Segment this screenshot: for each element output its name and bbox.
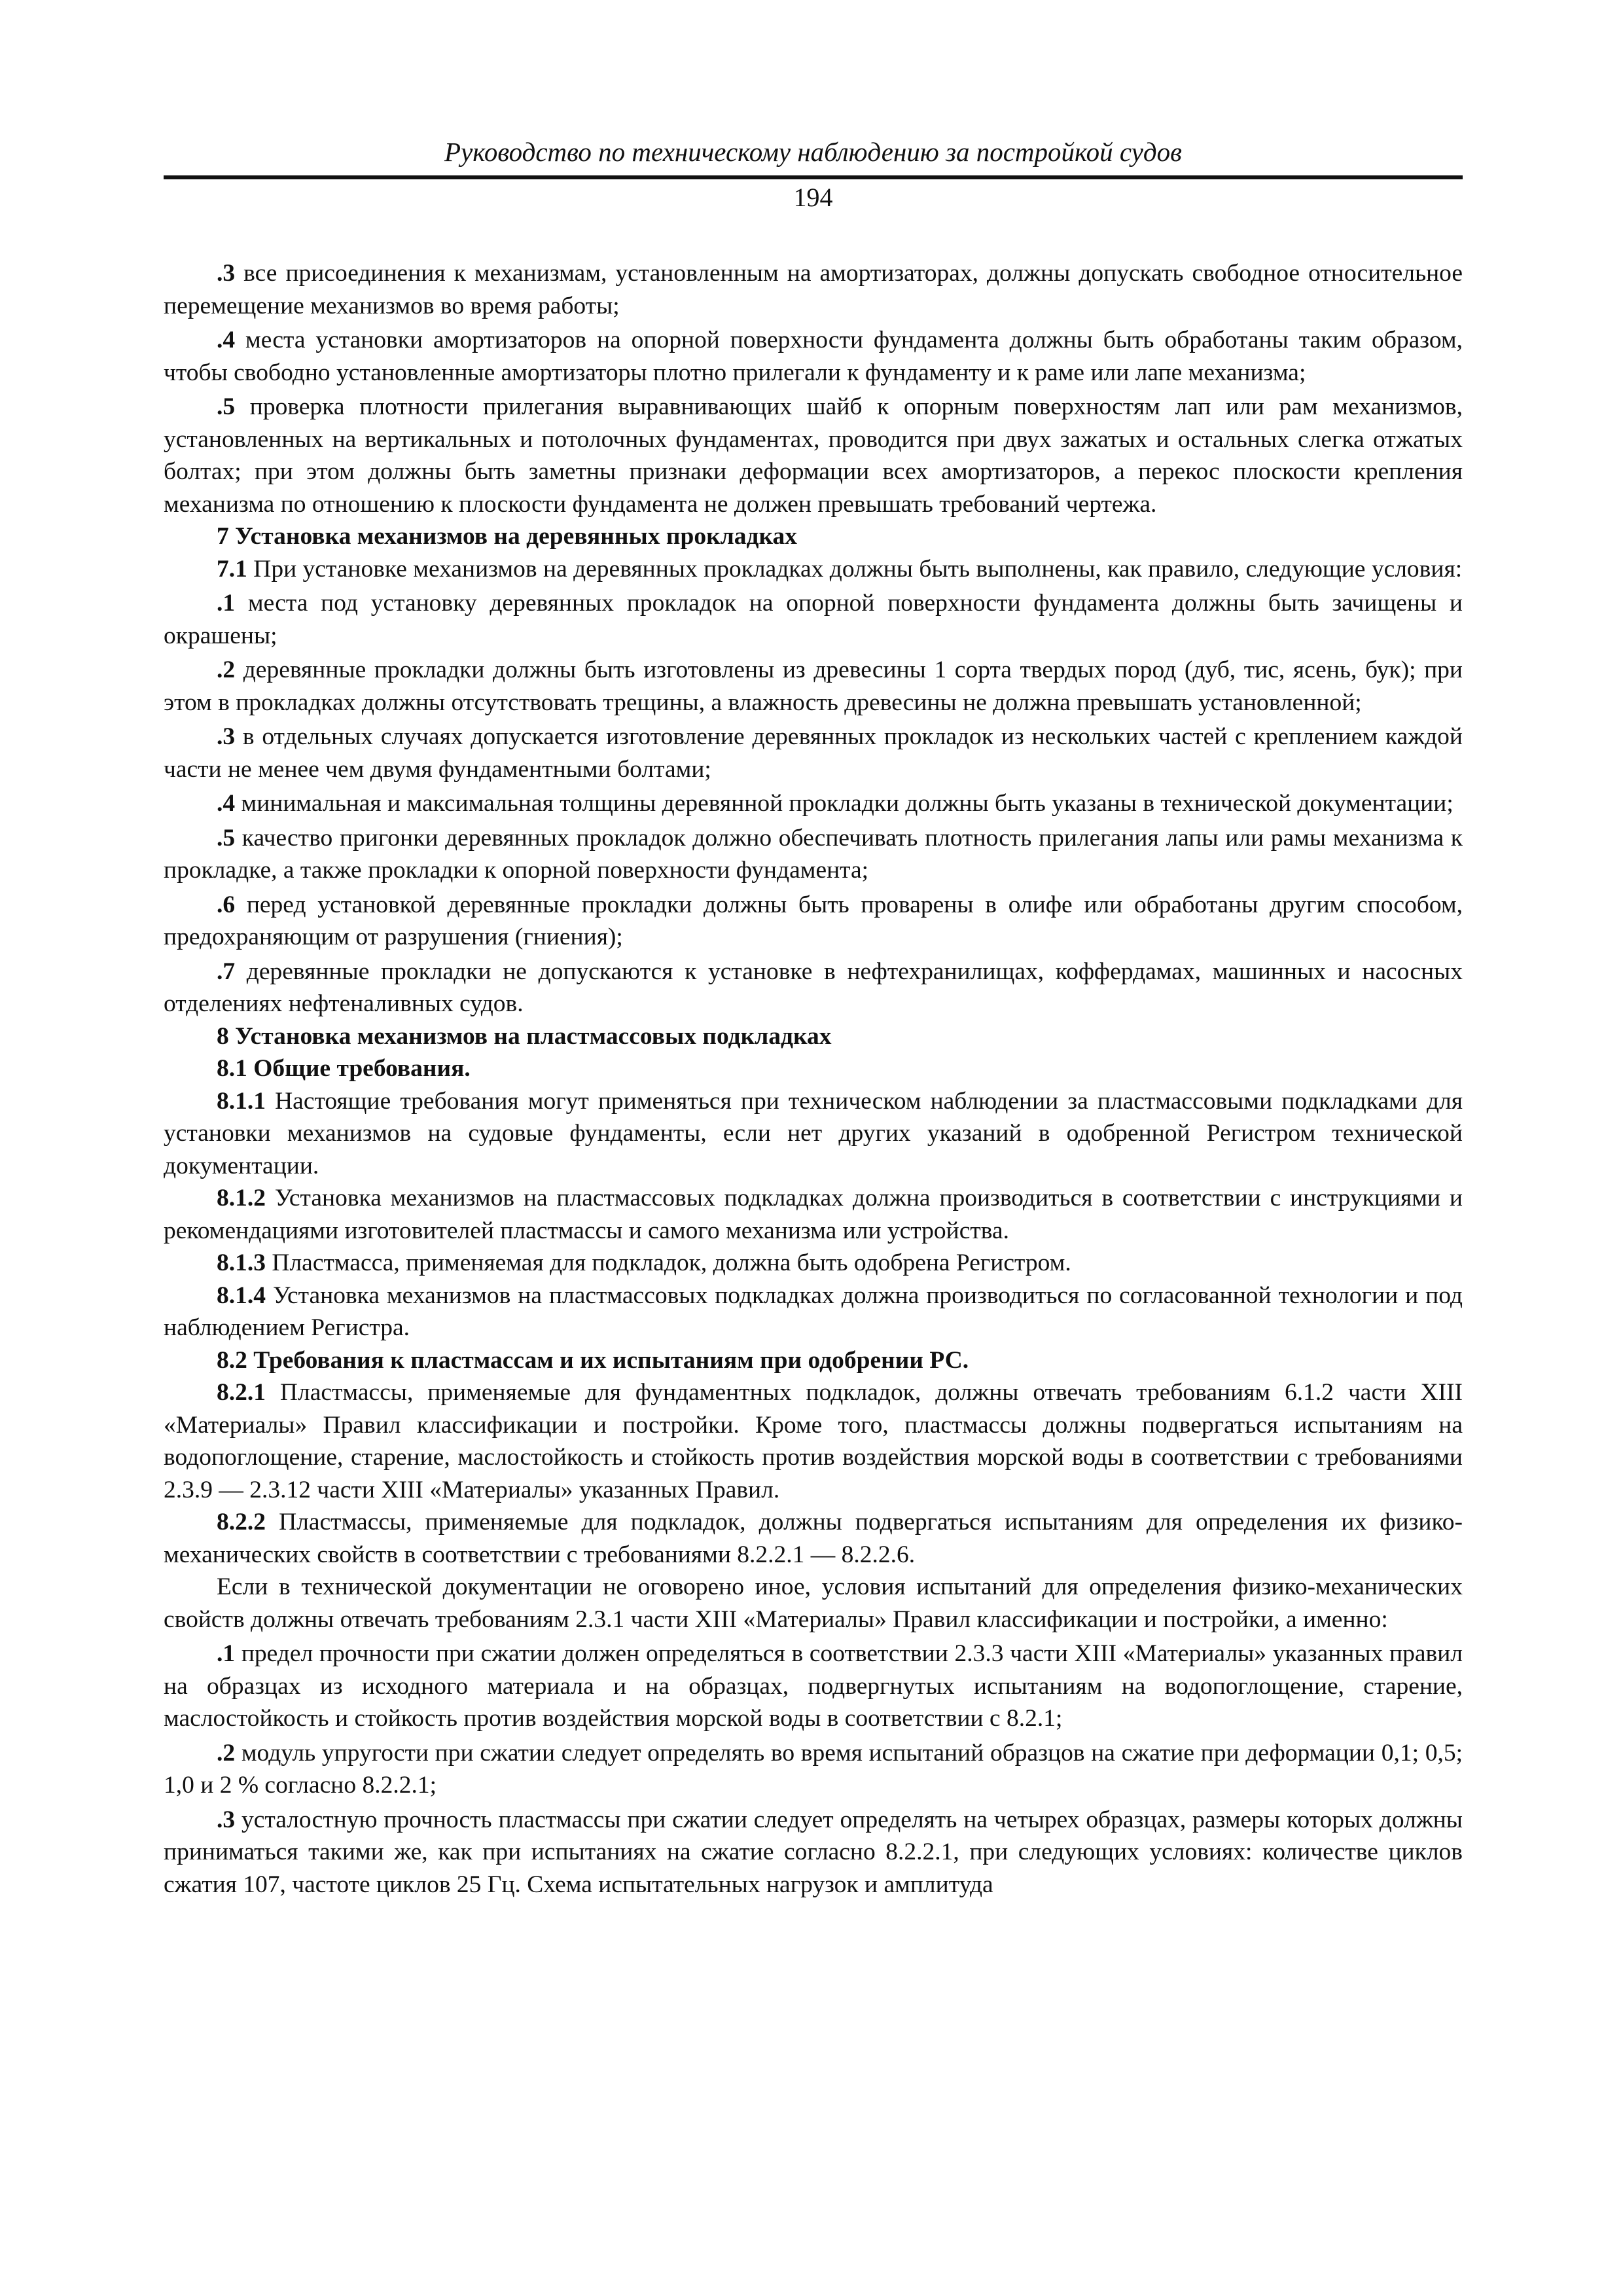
paragraph-text: качество пригонки деревянных прокладок должно обеспечивать плотность прилегания лапы или рамы механизма к прокладке, а также прокладки к опорной поверхности фундамента; bbox=[164, 824, 1463, 884]
paragraph bbox=[164, 1804, 1463, 1901]
clause-number: .3 bbox=[217, 260, 236, 287]
paragraph-text: места под установку деревянных прокладок на опорной поверхности фундамента должны быть зачищены и окрашены; bbox=[164, 590, 1463, 649]
paragraph bbox=[164, 1506, 1463, 1571]
paragraph bbox=[164, 956, 1463, 1020]
paragraph-text: Если в технической документации не оговорено иное, условия испытаний для определения физико-механических свойств должны отвечать требованиям 2.3.1 части XIII «Материалы» Правил классификации и постройки, а именно: bbox=[164, 1573, 1463, 1633]
paragraph-text: При установке механизмов на деревянных прокладках должны быть выполнены, как правило, следующие условия: bbox=[247, 555, 1463, 583]
paragraph-text: Настоящие требования могут применяться при техническом наблюдении за пластмассовыми подкладками для установки механизмов на судовые фундаменты, если нет других указаний в одобренной Регистром технической документации. bbox=[164, 1087, 1463, 1179]
paragraph bbox=[164, 1085, 1463, 1183]
running-header: Руководство по техническому наблюдению за постройкой судов bbox=[444, 137, 1182, 167]
paragraph-text: деревянные прокладки не допускаются к установке в нефтехранилищах, коффердамах, машинных и насосных отделениях нефтеналивных судов. bbox=[164, 958, 1463, 1017]
clause-number: .3 bbox=[217, 1806, 236, 1833]
paragraph bbox=[164, 1376, 1463, 1506]
clause-number: 8.1.4 bbox=[217, 1282, 266, 1309]
paragraph-text: деревянные прокладки должны быть изготовлены из древесины 1 сорта твердых пород (дуб, тис, ясень, бук); при этом в прокладках должны отсутствовать трещины, а влажность древесины не должна превышать установленной; bbox=[164, 656, 1463, 716]
paragraph bbox=[164, 391, 1463, 520]
clause-number: 8.1.1 bbox=[217, 1087, 266, 1115]
paragraph bbox=[164, 1182, 1463, 1247]
page-number: 194 bbox=[793, 183, 833, 212]
clause-number: .2 bbox=[217, 656, 236, 683]
paragraph bbox=[164, 1247, 1463, 1280]
paragraph-text: Пластмассы, применяемые для фундаментных подкладок, должны отвечать требованиям 6.1.2 части XIII «Материалы» Правил классификации и постройки. Кроме того, пластмассы должны подвергаться испытаниям на водопоглощение, старение, маслостойкость и стойкость против воздействия морской воды в соответствии с требованиями 2.3.9 — 2.3.12 части XIII «Материалы» указанных Правил. bbox=[164, 1379, 1463, 1503]
paragraph bbox=[164, 1737, 1463, 1802]
paragraph-text: модуль упругости при сжатии следует определять во время испытаний образцов на сжатие при деформации 0,1; 0,5; 1,0 и 2 % согласно 8.2.2.1; bbox=[164, 1739, 1463, 1799]
paragraph bbox=[164, 324, 1463, 389]
paragraph bbox=[164, 1638, 1463, 1735]
paragraph-text: проверка плотности прилегания выравнивающих шайб к опорным поверхностям лап или рам механизмов, установленных на вертикальных и потолочных фундаментах, проводится при двух зажатых и остальных слегка отжатых болтах; при этом должны быть заметны признаки деформации всех амортизаторов, а перекос плоскости крепления механизма по отношению к плоскости фундамента не должен превышать требований чертежа. bbox=[164, 393, 1463, 518]
paragraph-text: Установка механизмов на пластмассовых подкладках должна производиться по согласованной технологии и под наблюдением Регистра. bbox=[164, 1282, 1463, 1341]
clause-number: .7 bbox=[217, 958, 236, 985]
paragraph bbox=[164, 889, 1463, 954]
paragraph bbox=[164, 553, 1463, 586]
clause-number: 8.2.1 bbox=[217, 1379, 266, 1406]
clause-number: .6 bbox=[217, 891, 236, 918]
paragraph bbox=[164, 787, 1463, 820]
section-heading bbox=[164, 1344, 1463, 1377]
clause-number: 8.1.2 bbox=[217, 1185, 266, 1211]
paragraph bbox=[164, 257, 1463, 322]
clause-number: .5 bbox=[217, 393, 236, 420]
document-body bbox=[164, 255, 1463, 1901]
clause-number: 7.1 bbox=[217, 555, 247, 583]
heading-text: 8.2 Требования к пластмассам и их испытаниям при одобрении РС. bbox=[217, 1346, 969, 1374]
section-heading bbox=[164, 1020, 1463, 1053]
clause-number: .1 bbox=[217, 590, 236, 617]
paragraph-text: Пластмасса, применяемая для подкладок, должна быть одобрена Регистром. bbox=[266, 1249, 1071, 1276]
paragraph-text: Пластмассы, применяемые для подкладок, должны подвергаться испытаниям для определения их физико-механических свойств в соответствии с требованиями 8.2.2.1 — 8.2.2.6. bbox=[164, 1509, 1463, 1568]
clause-number: .4 bbox=[217, 790, 236, 817]
paragraph-text: перед установкой деревянные прокладки должны быть проварены в олифе или обработаны другим способом, предохраняющим от разрушения (гниения); bbox=[164, 891, 1463, 950]
paragraph-text: минимальная и максимальная толщины деревянной прокладки должны быть указаны в технической документации; bbox=[235, 790, 1454, 817]
clause-number: .1 bbox=[217, 1640, 236, 1667]
section-heading bbox=[164, 1052, 1463, 1085]
paragraph bbox=[164, 1280, 1463, 1344]
heading-text: 8 Установка механизмов на пластмассовых подкладках bbox=[217, 1022, 832, 1050]
paragraph-text: Установка механизмов на пластмассовых подкладках должна производиться в соответствии с инструкциями и рекомендациями изготовителей пластмассы и самого механизма или устройства. bbox=[164, 1185, 1463, 1244]
paragraph bbox=[164, 1571, 1463, 1636]
clause-number: .2 bbox=[217, 1739, 236, 1767]
paragraph bbox=[164, 822, 1463, 887]
section-heading bbox=[164, 520, 1463, 553]
paragraph-text: усталостную прочность пластмассы при сжатии следует определять на четырех образцах, размеры которых должны приниматься такими же, как при испытаниях на сжатие согласно 8.2.2.1, при следующих условиях: количестве циклов сжатия 107, частоте циклов 25 Гц. Схема испытательных нагрузок и амплитуда bbox=[164, 1806, 1463, 1898]
paragraph-text: предел прочности при сжатии должен определяться в соответствии 2.3.3 части XIII «Материалы» указанных правил на образцах из исходного материала и на образцах, подвергнутых испытаниям на водопоглощение, старение, маслостойкость и стойкость против воздействия морской воды в соответствии с 8.2.1; bbox=[164, 1640, 1463, 1732]
paragraph-text: места установки амортизаторов на опорной поверхности фундамента должны быть обработаны таким образом, чтобы свободно установленные амортизаторы плотно прилегали к фундаменту и к раме или лапе механизма; bbox=[164, 327, 1463, 386]
heading-text: 8.1 Общие требования. bbox=[217, 1055, 471, 1082]
clause-number: 8.1.3 bbox=[217, 1249, 266, 1276]
clause-number: .3 bbox=[217, 723, 236, 750]
clause-number: .4 bbox=[217, 327, 236, 353]
header-rule bbox=[164, 175, 1463, 179]
paragraph bbox=[164, 721, 1463, 785]
paragraph bbox=[164, 587, 1463, 652]
clause-number: .5 bbox=[217, 824, 236, 852]
paragraph-text: все присоединения к механизмам, установленным на амортизаторах, должны допускать свободное относительное перемещение механизмов во время работы; bbox=[164, 260, 1463, 319]
paragraph bbox=[164, 654, 1463, 719]
heading-text: 7 Установка механизмов на деревянных прокладках bbox=[217, 523, 798, 550]
paragraph-text: в отдельных случаях допускается изготовление деревянных прокладок из нескольких частей с креплением каждой части не менее чем двумя фундаментными болтами; bbox=[164, 723, 1463, 783]
clause-number: 8.2.2 bbox=[217, 1509, 266, 1535]
